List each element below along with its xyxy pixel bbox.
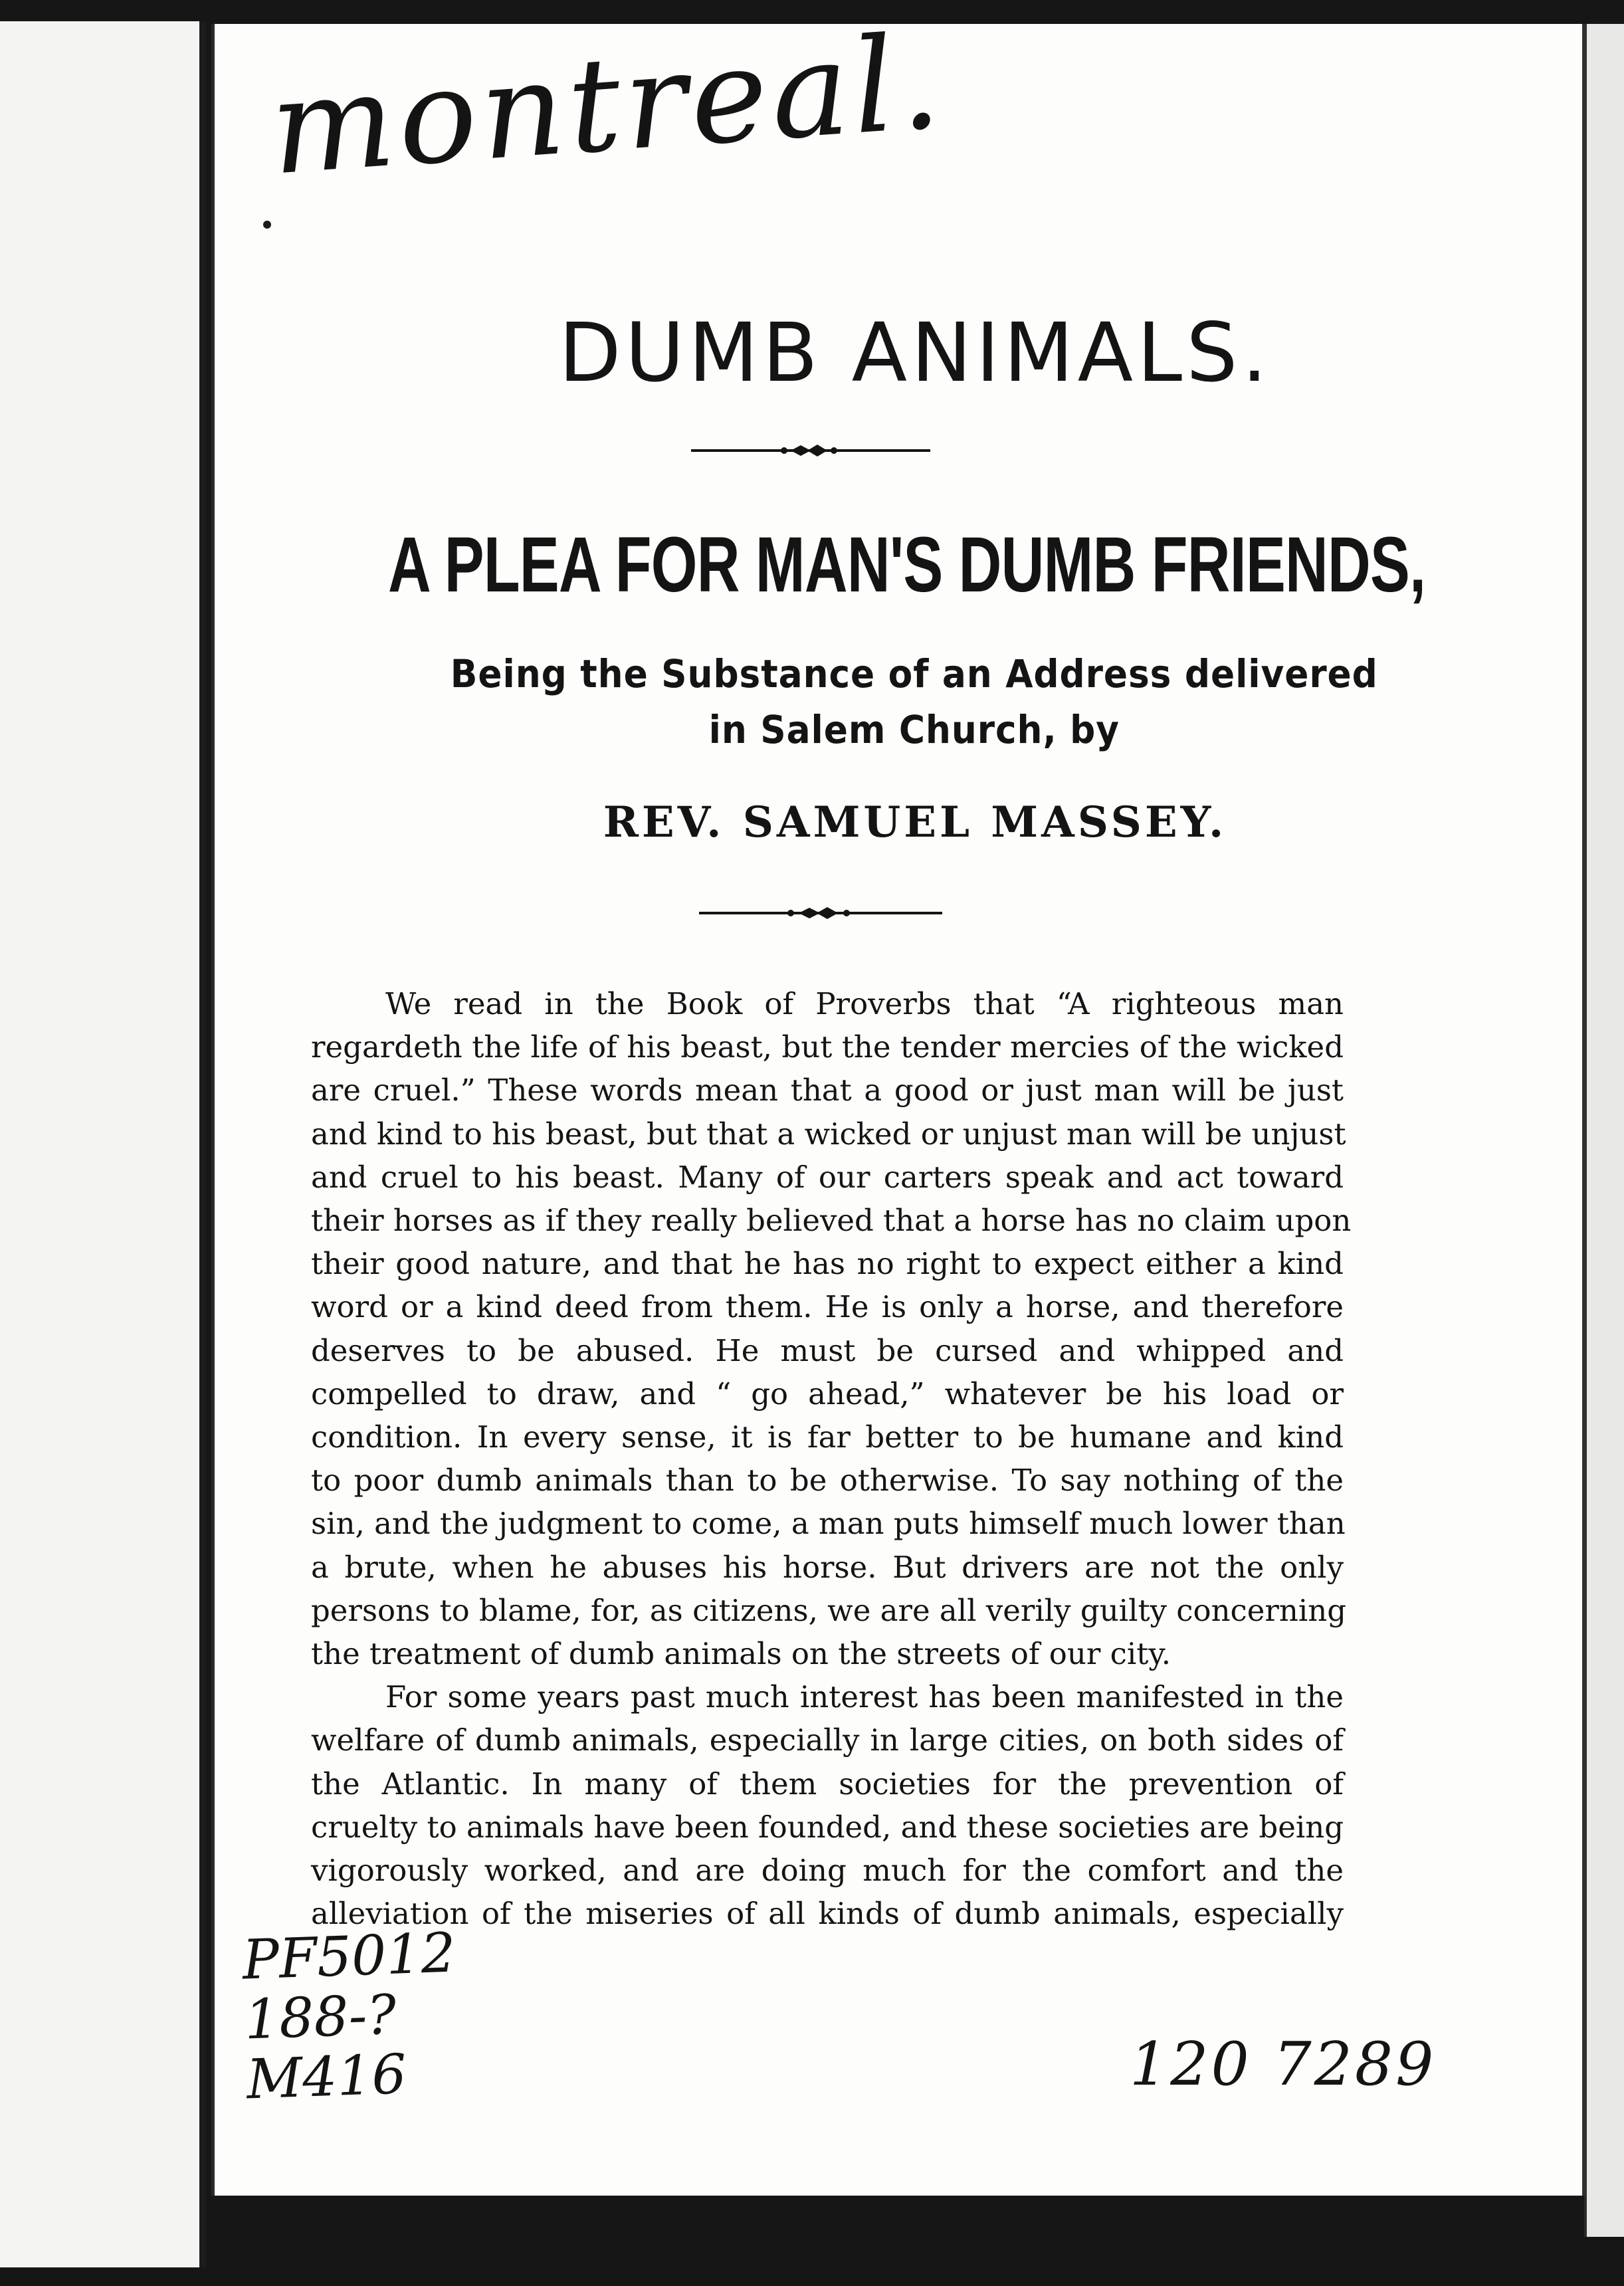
text-line: cruelty to animals have been founded, and these societies are being — [311, 1809, 1344, 1845]
author-name: REV. SAMUEL MASSEY. — [603, 797, 1227, 847]
text-line: to poor dumb animals than to be otherwise. To say nothing of the — [311, 1463, 1344, 1499]
text-line: their horses as if they really believed that a horse has no claim upon — [311, 1203, 1352, 1239]
text-line: word or a kind deed from them. He is only a horse, and therefore — [311, 1289, 1344, 1325]
handwritten-catalog-number: 120 7289 — [1130, 2029, 1437, 2099]
shelf-mark-line: 188-? — [243, 1983, 397, 2052]
shelf-mark-line: PF5012 — [241, 1921, 457, 1992]
description-line: Being the Substance of an Address delivered — [450, 651, 1378, 696]
text-line: the Atlantic. In many of them societies for the prevention of — [311, 1766, 1344, 1802]
text-line: sin, and the judgment to come, a man puts himself much lower than — [311, 1506, 1346, 1542]
text-line: For some years past much interest has been manifested in the — [385, 1679, 1344, 1715]
text-line: are cruel.” These words mean that a good or just man will be just — [311, 1073, 1344, 1108]
ornamental-rule-top — [691, 437, 930, 464]
text-line: and kind to his beast, but that a wicked or unjust man will be unjust — [311, 1116, 1346, 1152]
text-line: welfare of dumb animals, especially in large cities, on both sides of — [311, 1722, 1344, 1758]
page-subtitle: A PLEA FOR MAN'S DUMB FRIENDS, — [387, 521, 1426, 609]
text-line: regardeth the life of his beast, but the tender mercies of the wicked — [311, 1029, 1344, 1065]
page-title: DUMB ANIMALS. — [558, 306, 1272, 400]
text-line: the treatment of dumb animals on the streets of our city. — [311, 1636, 1171, 1672]
text-line: compelled to draw, and “ go ahead,” whatever be his load or — [311, 1376, 1344, 1411]
text-line: vigorously worked, and are doing much for the comfort and the — [311, 1853, 1344, 1889]
text-line: and cruel to his beast. Many of our carters speak and act toward — [311, 1159, 1344, 1195]
handwritten-location-note: montreal. — [266, 6, 949, 205]
text-line: their good nature, and that he has no right to expect either a kind — [311, 1246, 1344, 1282]
text-line: We read in the Book of Proverbs that “A righteous man — [385, 986, 1344, 1021]
body-text — [311, 982, 1352, 1935]
text-line: condition. In every sense, it is far better to be humane and kind — [311, 1419, 1344, 1455]
shelf-mark-line: M416 — [245, 2043, 408, 2112]
text-line: a brute, when he abuses his horse. But drivers are not the only — [311, 1549, 1344, 1585]
address-description — [267, 646, 1544, 758]
facing-page-edge — [0, 21, 206, 2267]
description-line: in Salem Church, by — [708, 707, 1120, 752]
handwritten-shelf-mark — [241, 1923, 460, 2110]
text-line: persons to blame, for, as citizens, we are all verily guilty concerning — [311, 1592, 1347, 1628]
text-line: deserves to be abused. He must be cursed and whipped and — [311, 1332, 1344, 1368]
ink-dot — [263, 221, 271, 229]
ornamental-rule-bottom — [699, 900, 942, 926]
text-line: alleviation of the miseries of all kinds of dumb animals, especially — [311, 1896, 1344, 1932]
